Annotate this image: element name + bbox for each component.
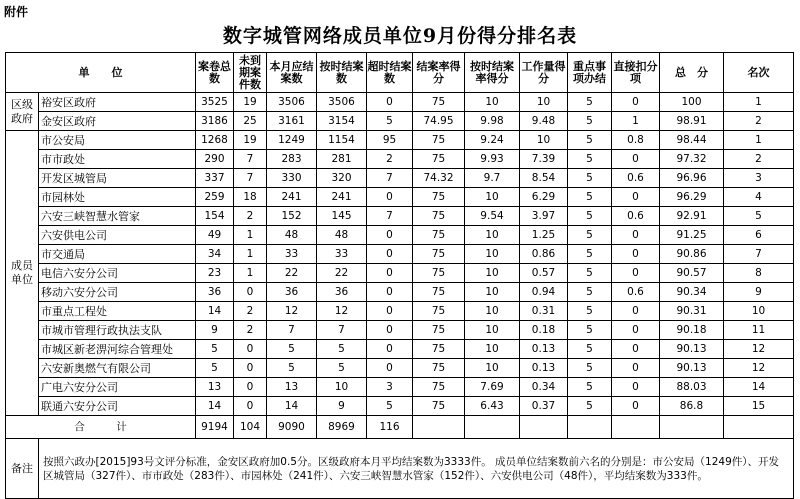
cell-due: 7 — [267, 321, 317, 340]
cell-close-rate: 75 — [413, 131, 465, 150]
cell-ontime: 12 — [317, 302, 367, 321]
total-cases: 9194 — [196, 416, 234, 439]
total-empty-cell — [660, 416, 724, 439]
cell-key: 5 — [568, 188, 612, 207]
cell-close-rate: 75 — [413, 359, 465, 378]
cell-rank: 2 — [724, 150, 794, 169]
cell-pending: 2 — [234, 207, 267, 226]
cell-cases: 34 — [196, 245, 234, 264]
cell-ontime: 281 — [317, 150, 367, 169]
table-row — [6, 397, 794, 416]
cell-due: 330 — [267, 169, 317, 188]
cell-due: 152 — [267, 207, 317, 226]
cell-pending: 1 — [234, 264, 267, 283]
cell-unit: 裕安区政府 — [39, 93, 196, 112]
cell-rank: 4 — [724, 188, 794, 207]
cell-quality: 0.13 — [520, 340, 568, 359]
cell-deduct: 0 — [612, 340, 660, 359]
cell-ontime-rate: 10 — [465, 264, 520, 283]
cell-deduct: 0.6 — [612, 207, 660, 226]
cell-deduct: 0 — [612, 245, 660, 264]
cell-deduct: 0 — [612, 321, 660, 340]
total-empty-cell — [413, 416, 465, 439]
cell-ontime-rate: 9.24 — [465, 131, 520, 150]
cell-deduct: 1 — [612, 112, 660, 131]
cell-ontime-rate: 10 — [465, 188, 520, 207]
table-row — [6, 226, 794, 245]
note-row — [6, 439, 794, 499]
cell-overdue: 2 — [367, 150, 413, 169]
cell-quality: 0.31 — [520, 302, 568, 321]
cell-total: 90.18 — [660, 321, 724, 340]
cell-total: 97.32 — [660, 150, 724, 169]
cell-rank: 5 — [724, 207, 794, 226]
cell-unit: 六安新奥燃气有限公司 — [39, 359, 196, 378]
cell-rank: 10 — [724, 302, 794, 321]
cell-close-rate: 75 — [413, 378, 465, 397]
cell-unit: 金安区政府 — [39, 112, 196, 131]
cell-overdue: 5 — [367, 397, 413, 416]
cell-pending: 0 — [234, 340, 267, 359]
cell-total: 90.57 — [660, 264, 724, 283]
cell-key: 5 — [568, 131, 612, 150]
header-total-score: 总 分 — [660, 53, 724, 93]
cell-close-rate: 75 — [413, 321, 465, 340]
cell-ontime: 22 — [317, 264, 367, 283]
header-key-items: 重点事项办结 — [568, 53, 612, 93]
cell-pending: 0 — [234, 397, 267, 416]
cell-unit: 六安三峡智慧水管家 — [39, 207, 196, 226]
total-label: 合 计 — [6, 416, 196, 439]
cell-quality: 0.86 — [520, 245, 568, 264]
cell-total: 90.86 — [660, 245, 724, 264]
cell-overdue: 0 — [367, 93, 413, 112]
table-row — [6, 245, 794, 264]
cell-quality: 0.18 — [520, 321, 568, 340]
cell-unit: 市公安局 — [39, 131, 196, 150]
cell-ontime-rate: 6.43 — [465, 397, 520, 416]
cell-pending: 2 — [234, 302, 267, 321]
cell-rank: 12 — [724, 359, 794, 378]
table-row — [6, 378, 794, 397]
cell-overdue: 95 — [367, 131, 413, 150]
cell-deduct: 0 — [612, 264, 660, 283]
header-close-rate-score: 结案率得分 — [413, 53, 465, 93]
total-due: 9090 — [267, 416, 317, 439]
table-row — [6, 340, 794, 359]
cell-total: 86.8 — [660, 397, 724, 416]
cell-unit: 市城区新老淠河综合管理处 — [39, 340, 196, 359]
cell-cases: 23 — [196, 264, 234, 283]
total-empty-cell — [724, 416, 794, 439]
cell-ontime-rate: 7.69 — [465, 378, 520, 397]
cell-total: 96.29 — [660, 188, 724, 207]
cell-deduct: 0 — [612, 302, 660, 321]
header-row — [6, 53, 794, 93]
cell-close-rate: 75 — [413, 93, 465, 112]
cell-ontime-rate: 10 — [465, 302, 520, 321]
cell-overdue: 0 — [367, 359, 413, 378]
cell-key: 5 — [568, 359, 612, 378]
cell-ontime: 241 — [317, 188, 367, 207]
cell-rank: 11 — [724, 321, 794, 340]
cell-cases: 3186 — [196, 112, 234, 131]
cell-ontime: 5 — [317, 340, 367, 359]
cell-total: 90.31 — [660, 302, 724, 321]
cell-ontime-rate: 10 — [465, 283, 520, 302]
table-row — [6, 150, 794, 169]
cell-due: 22 — [267, 264, 317, 283]
cell-total: 100 — [660, 93, 724, 112]
cell-quality: 0.13 — [520, 359, 568, 378]
note-label: 备注 — [6, 439, 39, 499]
cell-total: 88.03 — [660, 378, 724, 397]
cell-close-rate: 75 — [413, 283, 465, 302]
cell-due: 1249 — [267, 131, 317, 150]
cell-overdue: 0 — [367, 264, 413, 283]
cell-deduct: 0.8 — [612, 131, 660, 150]
header-unit: 单 位 — [6, 53, 196, 93]
header-ontime-closed: 按时结案数 — [317, 53, 367, 93]
cell-rank: 7 — [724, 245, 794, 264]
cell-pending: 19 — [234, 131, 267, 150]
cell-key: 5 — [568, 397, 612, 416]
table-row — [6, 264, 794, 283]
cell-ontime-rate: 9.98 — [465, 112, 520, 131]
cell-key: 5 — [568, 150, 612, 169]
cell-close-rate: 75 — [413, 264, 465, 283]
cell-deduct: 0 — [612, 150, 660, 169]
cell-total: 90.13 — [660, 359, 724, 378]
cell-close-rate: 74.95 — [413, 112, 465, 131]
cell-close-rate: 75 — [413, 397, 465, 416]
header-direct-deduct: 直接扣分项 — [612, 53, 660, 93]
cell-key: 5 — [568, 340, 612, 359]
cell-total: 90.13 — [660, 340, 724, 359]
cell-due: 241 — [267, 188, 317, 207]
cell-rank: 2 — [724, 112, 794, 131]
cell-unit: 移动六安分公司 — [39, 283, 196, 302]
cell-quality: 8.54 — [520, 169, 568, 188]
cell-close-rate: 75 — [413, 245, 465, 264]
cell-overdue: 0 — [367, 321, 413, 340]
cell-overdue: 0 — [367, 245, 413, 264]
cell-quality: 0.94 — [520, 283, 568, 302]
cell-pending: 1 — [234, 226, 267, 245]
cell-quality: 3.97 — [520, 207, 568, 226]
cell-overdue: 0 — [367, 283, 413, 302]
cell-ontime: 36 — [317, 283, 367, 302]
cell-ontime-rate: 10 — [465, 245, 520, 264]
table-row — [6, 321, 794, 340]
cell-deduct: 0 — [612, 359, 660, 378]
table-row — [6, 169, 794, 188]
cell-total: 90.34 — [660, 283, 724, 302]
cell-cases: 9 — [196, 321, 234, 340]
cell-key: 5 — [568, 207, 612, 226]
cell-quality: 9.48 — [520, 112, 568, 131]
cell-close-rate: 75 — [413, 150, 465, 169]
cell-rank: 14 — [724, 378, 794, 397]
cell-ontime: 5 — [317, 359, 367, 378]
cell-ontime-rate: 9.54 — [465, 207, 520, 226]
cell-close-rate: 75 — [413, 340, 465, 359]
cell-cases: 49 — [196, 226, 234, 245]
cell-pending: 19 — [234, 93, 267, 112]
cell-rank: 1 — [724, 131, 794, 150]
cell-overdue: 0 — [367, 340, 413, 359]
table-row — [6, 302, 794, 321]
total-empty-cell — [520, 416, 568, 439]
total-row — [6, 416, 794, 439]
cell-overdue: 7 — [367, 169, 413, 188]
header-ontime-rate-score: 按时结案率得分 — [465, 53, 520, 93]
note-text: 按照六政办[2015]93号文评分标准，金安区政府加0.5分。区级政府本月平均结案数为3333件。 成员单位结案数前六名的分别是：市公安局（1249件）、开发区城管局（327件）、市市政处（283件）、市园林处（241件）、六安三峡智慧水管家（152件）、六安供电公司（48件），平均结案数为333件。 — [39, 439, 794, 499]
header-quality-score: 工作量得分 — [520, 53, 568, 93]
cell-key: 5 — [568, 302, 612, 321]
cell-pending: 1 — [234, 245, 267, 264]
cell-rank: 12 — [724, 340, 794, 359]
cell-ontime-rate: 10 — [465, 340, 520, 359]
cell-unit: 市园林处 — [39, 188, 196, 207]
cell-due: 48 — [267, 226, 317, 245]
total-empty-cell — [465, 416, 520, 439]
cell-quality: 0.34 — [520, 378, 568, 397]
cell-pending: 25 — [234, 112, 267, 131]
cell-cases: 14 — [196, 397, 234, 416]
cell-pending: 7 — [234, 150, 267, 169]
cell-overdue: 7 — [367, 207, 413, 226]
cell-overdue: 5 — [367, 112, 413, 131]
cell-due: 14 — [267, 397, 317, 416]
cell-quality: 7.39 — [520, 150, 568, 169]
cell-key: 5 — [568, 378, 612, 397]
cell-due: 3161 — [267, 112, 317, 131]
cell-pending: 0 — [234, 359, 267, 378]
cell-deduct: 0 — [612, 188, 660, 207]
cell-deduct: 0.6 — [612, 169, 660, 188]
cell-ontime: 145 — [317, 207, 367, 226]
cell-ontime: 320 — [317, 169, 367, 188]
cell-ontime-rate: 10 — [465, 226, 520, 245]
cell-deduct: 0 — [612, 93, 660, 112]
cell-cases: 1268 — [196, 131, 234, 150]
cell-quality: 10 — [520, 93, 568, 112]
cell-quality: 6.29 — [520, 188, 568, 207]
cell-rank: 8 — [724, 264, 794, 283]
total-overdue: 116 — [367, 416, 413, 439]
cell-overdue: 0 — [367, 302, 413, 321]
cell-unit: 开发区城管局 — [39, 169, 196, 188]
cell-ontime-rate: 9.7 — [465, 169, 520, 188]
cell-close-rate: 74.32 — [413, 169, 465, 188]
cell-ontime-rate: 9.93 — [465, 150, 520, 169]
cell-unit: 市重点工程处 — [39, 302, 196, 321]
cell-cases: 290 — [196, 150, 234, 169]
cell-pending: 18 — [234, 188, 267, 207]
cell-cases: 337 — [196, 169, 234, 188]
cell-ontime: 48 — [317, 226, 367, 245]
table-row — [6, 93, 794, 112]
cell-due: 283 — [267, 150, 317, 169]
cell-cases: 5 — [196, 340, 234, 359]
cell-overdue: 0 — [367, 226, 413, 245]
cell-key: 5 — [568, 283, 612, 302]
cell-key: 5 — [568, 112, 612, 131]
cell-rank: 1 — [724, 93, 794, 112]
header-pending: 未到期案件数 — [234, 53, 267, 93]
table-row — [6, 283, 794, 302]
cell-deduct: 0 — [612, 226, 660, 245]
cell-unit: 市市政处 — [39, 150, 196, 169]
cell-ontime-rate: 10 — [465, 359, 520, 378]
cell-due: 36 — [267, 283, 317, 302]
cell-cases: 14 — [196, 302, 234, 321]
cell-deduct: 0.6 — [612, 283, 660, 302]
header-due: 本月应结案数 — [267, 53, 317, 93]
group-district-label: 区级政府 — [6, 93, 39, 131]
table-row — [6, 359, 794, 378]
cell-close-rate: 75 — [413, 302, 465, 321]
cell-deduct: 0 — [612, 378, 660, 397]
cell-quality: 0.37 — [520, 397, 568, 416]
table-row — [6, 188, 794, 207]
table-row — [6, 131, 794, 150]
cell-key: 5 — [568, 321, 612, 340]
cell-close-rate: 75 — [413, 226, 465, 245]
cell-cases: 13 — [196, 378, 234, 397]
cell-total: 96.96 — [660, 169, 724, 188]
header-cases-total: 案卷总数 — [196, 53, 234, 93]
cell-close-rate: 75 — [413, 188, 465, 207]
table-row — [6, 207, 794, 226]
cell-due: 5 — [267, 359, 317, 378]
cell-key: 5 — [568, 245, 612, 264]
cell-ontime: 1154 — [317, 131, 367, 150]
cell-total: 98.91 — [660, 112, 724, 131]
cell-ontime: 3154 — [317, 112, 367, 131]
cell-ontime: 10 — [317, 378, 367, 397]
cell-rank: 6 — [724, 226, 794, 245]
attachment-label: 附件 — [4, 5, 29, 19]
cell-key: 5 — [568, 264, 612, 283]
cell-cases: 5 — [196, 359, 234, 378]
cell-rank: 15 — [724, 397, 794, 416]
cell-unit: 电信六安分公司 — [39, 264, 196, 283]
ranking-table — [5, 52, 794, 499]
cell-ontime: 7 — [317, 321, 367, 340]
cell-ontime-rate: 10 — [465, 321, 520, 340]
cell-ontime: 3506 — [317, 93, 367, 112]
cell-deduct: 0 — [612, 397, 660, 416]
page-title: 数字城管网络成员单位9月份得分排名表 — [222, 25, 578, 47]
cell-key: 5 — [568, 169, 612, 188]
cell-quality: 0.57 — [520, 264, 568, 283]
cell-overdue: 0 — [367, 188, 413, 207]
cell-due: 33 — [267, 245, 317, 264]
cell-unit: 市交通局 — [39, 245, 196, 264]
cell-pending: 7 — [234, 169, 267, 188]
header-rank: 名次 — [724, 53, 794, 93]
cell-unit: 市城市管理行政执法支队 — [39, 321, 196, 340]
cell-cases: 154 — [196, 207, 234, 226]
cell-quality: 10 — [520, 131, 568, 150]
cell-key: 5 — [568, 93, 612, 112]
cell-unit: 六安供电公司 — [39, 226, 196, 245]
total-empty-cell — [612, 416, 660, 439]
cell-ontime: 9 — [317, 397, 367, 416]
cell-ontime: 33 — [317, 245, 367, 264]
cell-ontime-rate: 10 — [465, 93, 520, 112]
cell-rank: 9 — [724, 283, 794, 302]
cell-cases: 3525 — [196, 93, 234, 112]
table-row — [6, 112, 794, 131]
cell-quality: 1.25 — [520, 226, 568, 245]
cell-total: 92.91 — [660, 207, 724, 226]
cell-pending: 0 — [234, 283, 267, 302]
cell-overdue: 3 — [367, 378, 413, 397]
cell-cases: 259 — [196, 188, 234, 207]
cell-due: 12 — [267, 302, 317, 321]
group-members-label: 成员单位 — [6, 131, 39, 416]
cell-due: 5 — [267, 340, 317, 359]
cell-total: 98.44 — [660, 131, 724, 150]
cell-key: 5 — [568, 226, 612, 245]
cell-due: 3506 — [267, 93, 317, 112]
cell-due: 13 — [267, 378, 317, 397]
cell-pending: 0 — [234, 378, 267, 397]
total-ontime: 8969 — [317, 416, 367, 439]
cell-unit: 广电六安分公司 — [39, 378, 196, 397]
total-pending: 104 — [234, 416, 267, 439]
cell-pending: 2 — [234, 321, 267, 340]
cell-cases: 36 — [196, 283, 234, 302]
total-empty-cell — [568, 416, 612, 439]
cell-unit: 联通六安分公司 — [39, 397, 196, 416]
cell-total: 91.25 — [660, 226, 724, 245]
header-overdue-closed: 超时结案数 — [367, 53, 413, 93]
cell-rank: 3 — [724, 169, 794, 188]
cell-close-rate: 75 — [413, 207, 465, 226]
